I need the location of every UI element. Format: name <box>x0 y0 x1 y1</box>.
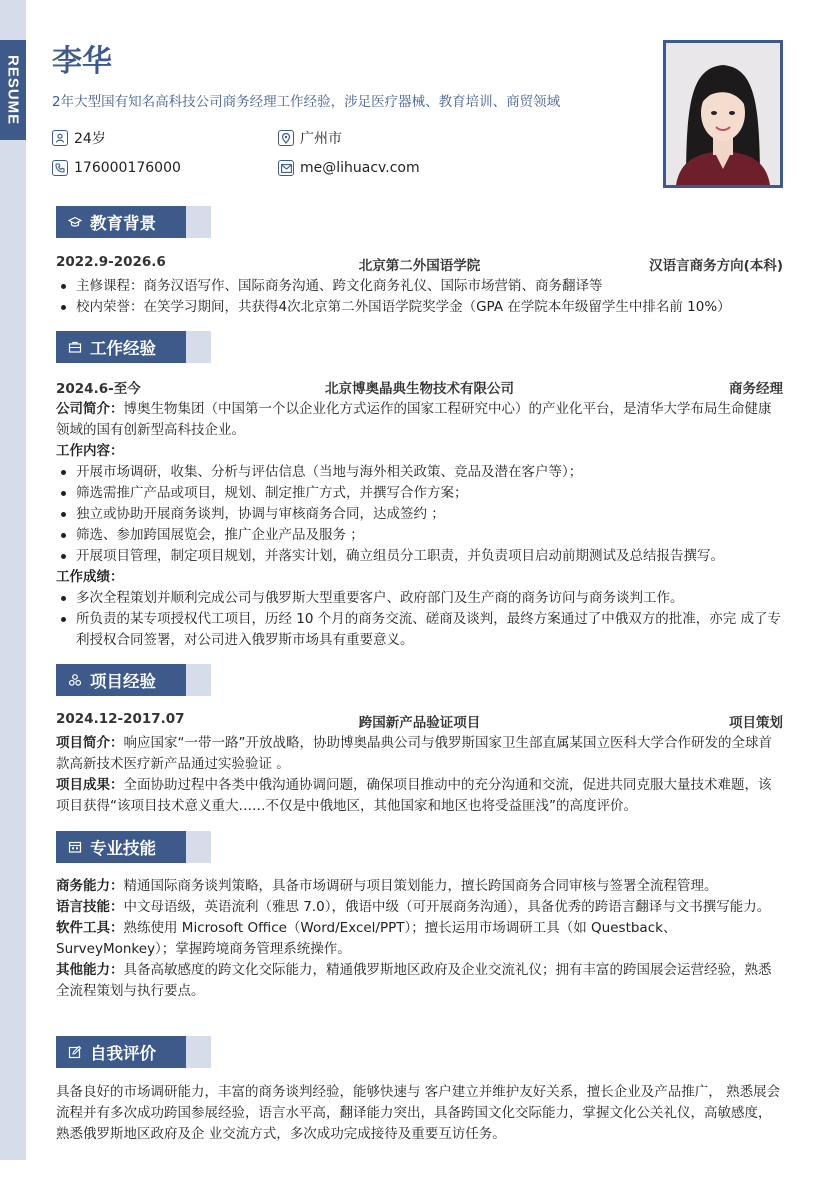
profile-photo <box>663 40 783 188</box>
resume-tab <box>0 40 26 140</box>
work-period: 2024.6-至今 <box>56 381 141 397</box>
section-project <box>56 664 211 696</box>
section-education <box>56 206 211 238</box>
skill-item: 语言技能：中文母语级，英语流利（雅思 7.0），俄语中级（可开展商务沟通），具备优秀的跨语言翻译与文书撰写能力。 <box>56 899 771 915</box>
section-title-bar <box>56 331 186 363</box>
section-skills <box>56 831 211 863</box>
section-title: 自我评价 <box>90 1044 156 1063</box>
phone-info <box>52 160 181 176</box>
sidebar-strip <box>0 0 26 1160</box>
skills-list <box>56 876 783 1002</box>
result-label: 项目成果： <box>56 777 124 793</box>
work-header-row <box>56 377 783 397</box>
phone-icon <box>52 160 68 176</box>
list-item: 校内荣誉：在笑学习期间，共获得4次北京第二外国语学院奖学金（GPA 在学院本年级留学生中排名前 10%） <box>56 297 783 318</box>
city-text: 广州市 <box>300 131 342 147</box>
section-accent <box>186 1036 211 1068</box>
email-info <box>278 160 420 176</box>
project-role: 项目策划 <box>729 715 783 731</box>
project-period: 2024.12-2017.07 <box>56 711 185 727</box>
section-title: 工作经验 <box>90 339 156 358</box>
education-major: 汉语言商务方向(本科) <box>649 258 783 274</box>
skill-item: 商务能力：精通国际商务谈判策略，具备市场调研与项目策划能力，擅长跨国商务合同审核与签署全流程管理。 <box>56 878 718 894</box>
section-work <box>56 331 211 363</box>
education-period: 2022.9-2026.6 <box>56 254 166 270</box>
section-title-bar <box>56 206 186 238</box>
tagline: 2年大型国有知名高科技公司商务经理工作经验，涉足医疗器械、教育培训、商贸领域 <box>52 94 561 110</box>
skill-item: 其他能力：具备高敏感度的跨文化交际能力，精通俄罗斯地区政府及企业交流礼仪；拥有丰富的跨国展会运营经验，熟悉全流程策划与执行要点。 <box>56 962 772 999</box>
self-eval-text: 具备良好的市场调研能力，丰富的商务谈判经验，能够快速与 客户建立并维护友好关系，擅长企业及产品推广， 熟悉展会流程并有多次成功跨国参展经验，语言水平高，翻译能力突出，具备跨国文化交际能力，掌握文化公关礼仪，高敏感度，熟悉俄罗斯地区政府及企 业交流方式，多次成功完成接待及重要互访任务。 <box>56 1084 781 1142</box>
section-accent <box>186 664 211 696</box>
list-item: 多次全程策划并顺利完成公司与俄罗斯大型重要客户、政府部门及生产商的商务访问与商务谈判工作。 <box>56 588 783 609</box>
work-details <box>56 399 783 651</box>
result-text: 全面协助过程中各类中俄沟通协调问题，确保项目推动中的充分沟通和交流，促进共同克服大量技术难题，该项目获得“该项目技术意义重大……不仅是中俄地区，其他国家和地区也将受益匪浅”的高度评价。 <box>56 777 772 814</box>
candidate-name: 李华 <box>52 44 112 79</box>
mail-icon <box>278 160 294 176</box>
cubes-icon <box>68 673 82 687</box>
section-title: 教育背景 <box>90 214 156 233</box>
briefcase-icon <box>68 340 82 354</box>
intro-text: 响应国家“一带一路”开放战略，协助博奥晶典公司与俄罗斯国家卫生部直属某国立医科大学合作研发的全球首款高新技术医疗新产品通过实验验证 。 <box>56 735 772 772</box>
phone-text: 176000176000 <box>74 160 181 176</box>
company-intro <box>56 399 783 441</box>
intro-label: 项目简介： <box>56 735 124 751</box>
email-text: me@lihuacv.com <box>300 160 420 176</box>
list-item: 筛选需推广产品或项目，规划、制定推广方式，并撰写合作方案； <box>56 483 783 504</box>
section-title: 项目经验 <box>90 672 156 691</box>
list-item: 筛选、参加跨国展览会，推广企业产品及服务 ； <box>56 525 783 546</box>
project-details <box>56 733 783 817</box>
section-title-bar <box>56 664 186 696</box>
list-item: 主修课程：商务汉语写作、国际商务沟通、跨文化商务礼仪、国际市场营销、商务翻译等 <box>56 276 783 297</box>
list-item: 开展项目管理，制定项目规划，并落实计划，确立组员分工职责，并负责项目启动前期测试及总结报告撰写。 <box>56 546 783 567</box>
project-result <box>56 775 783 817</box>
age-info <box>52 128 106 148</box>
calendar-icon <box>68 840 82 854</box>
resume-label: RESUME <box>4 54 22 126</box>
work-company: 北京博奥晶典生物技术有限公司 <box>325 381 514 397</box>
project-name: 跨国新产品验证项目 <box>358 715 481 731</box>
list-item: 开展市场调研，收集、分析与评估信息（当地与海外相关政策、竞品及潜在客户等）； <box>56 462 783 483</box>
education-items <box>56 276 783 318</box>
work-role: 商务经理 <box>729 381 783 397</box>
section-accent <box>186 831 211 863</box>
section-self-eval <box>56 1036 211 1068</box>
list-item: 独立或协助开展商务谈判，协调与审核商务合同，达成签约 ； <box>56 504 783 525</box>
graduation-cap-icon <box>68 215 82 229</box>
education-header-row <box>56 254 783 274</box>
education-school: 北京第二外国语学院 <box>358 258 481 274</box>
section-title-bar <box>56 1036 186 1068</box>
city-info <box>278 128 342 148</box>
intro-text: 博奥生物集团（中国第一个以企业化方式运作的国家工程研究中心）的产业化平台，是清华大学布局生命健康领域的国有创新型高科技企业。 <box>56 401 772 438</box>
list-item: 所负责的某专项授权代工项目，历经 10 个月的商务交流、磋商及谈判，最终方案通过了中俄双方的批准，亦完 成了专利授权合同签署，对公司进入俄罗斯市场具有重要意义。 <box>56 609 783 651</box>
intro-label: 公司简介： <box>56 401 124 417</box>
achievements-label: 工作成绩： <box>56 569 124 585</box>
section-title-bar <box>56 831 186 863</box>
duties-label: 工作内容： <box>56 443 124 459</box>
location-icon <box>278 130 294 146</box>
section-title: 专业技能 <box>90 839 156 858</box>
project-header-row <box>56 711 783 731</box>
age-text: 24岁 <box>74 131 106 147</box>
person-icon <box>52 130 68 146</box>
section-accent <box>186 206 211 238</box>
skill-item: 软件工具：熟练使用 Microsoft Office（Word/Excel/PPT）；擅长运用市场调研工具（如 Questback、SurveyMonkey）；掌握跨境商务管理系统操作。 <box>56 920 677 957</box>
section-accent <box>186 331 211 363</box>
edit-icon <box>68 1045 82 1059</box>
project-intro <box>56 733 783 775</box>
